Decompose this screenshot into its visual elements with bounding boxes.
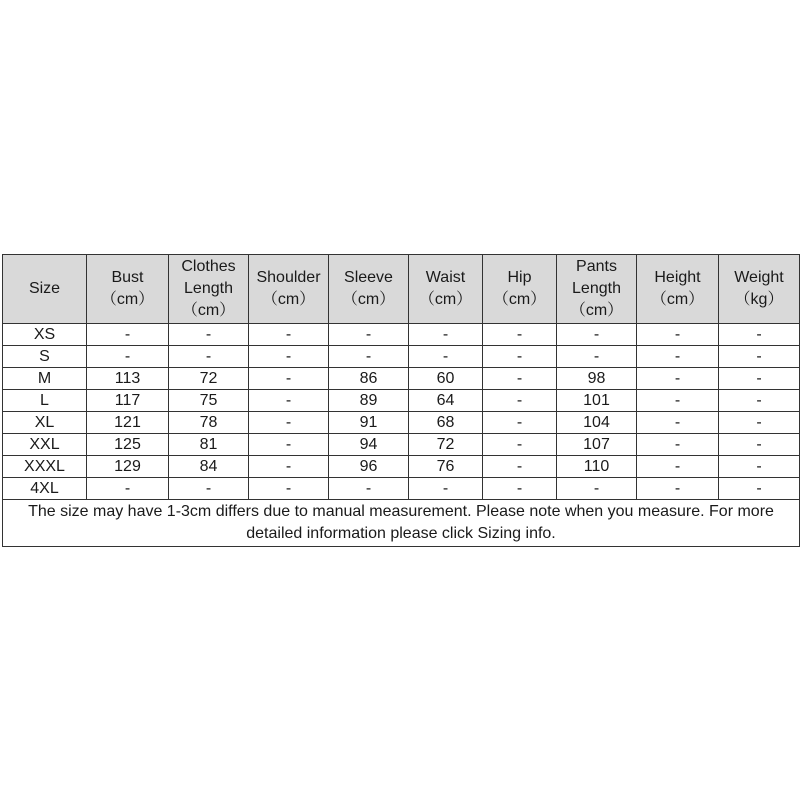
note-row <box>3 500 800 547</box>
height-cell: - <box>637 478 719 500</box>
table-row <box>3 346 800 368</box>
sleeve-cell: 86 <box>329 368 409 390</box>
size-cell: M <box>3 368 87 390</box>
table-row <box>3 434 800 456</box>
table-row <box>3 412 800 434</box>
shoulder-cell: - <box>249 346 329 368</box>
height-cell: - <box>637 368 719 390</box>
sleeve-cell: 94 <box>329 434 409 456</box>
table-row <box>3 390 800 412</box>
bust-cell: - <box>87 478 169 500</box>
size-cell: 4XL <box>3 478 87 500</box>
pants-length-cell: 101 <box>557 390 637 412</box>
height-cell: - <box>637 346 719 368</box>
waist-cell: 72 <box>409 434 483 456</box>
bust-cell: 113 <box>87 368 169 390</box>
pants-length-cell: 104 <box>557 412 637 434</box>
size-cell: XXXL <box>3 456 87 478</box>
hip-cell: - <box>483 478 557 500</box>
shoulder-cell: - <box>249 412 329 434</box>
pants-length-cell: 98 <box>557 368 637 390</box>
bust-cell: 129 <box>87 456 169 478</box>
header-height: Height （cm） <box>637 255 719 324</box>
hip-cell: - <box>483 456 557 478</box>
header-waist: Waist （cm） <box>409 255 483 324</box>
hip-cell: - <box>483 324 557 346</box>
header-clothes-length: Clothes Length （cm） <box>169 255 249 324</box>
pants-length-cell: 110 <box>557 456 637 478</box>
sleeve-cell: 89 <box>329 390 409 412</box>
pants-length-cell: - <box>557 324 637 346</box>
header-shoulder: Shoulder （cm） <box>249 255 329 324</box>
measurement-note: The size may have 1-3cm differs due to manual measurement. Please note when you measure. For more detailed information please click Sizing info. <box>3 500 800 547</box>
sleeve-cell: - <box>329 478 409 500</box>
table-row <box>3 478 800 500</box>
header-weight: Weight （kg） <box>719 255 800 324</box>
size-cell: XL <box>3 412 87 434</box>
hip-cell: - <box>483 390 557 412</box>
shoulder-cell: - <box>249 368 329 390</box>
weight-cell: - <box>719 368 800 390</box>
height-cell: - <box>637 434 719 456</box>
shoulder-cell: - <box>249 324 329 346</box>
clothes-length-cell: - <box>169 346 249 368</box>
header-pants-length: Pants Length （cm） <box>557 255 637 324</box>
waist-cell: - <box>409 478 483 500</box>
waist-cell: 76 <box>409 456 483 478</box>
waist-cell: 68 <box>409 412 483 434</box>
bust-cell: 121 <box>87 412 169 434</box>
bust-cell: - <box>87 346 169 368</box>
hip-cell: - <box>483 412 557 434</box>
weight-cell: - <box>719 390 800 412</box>
size-cell: XXL <box>3 434 87 456</box>
bust-cell: 125 <box>87 434 169 456</box>
size-cell: L <box>3 390 87 412</box>
height-cell: - <box>637 412 719 434</box>
hip-cell: - <box>483 346 557 368</box>
bust-cell: - <box>87 324 169 346</box>
clothes-length-cell: 84 <box>169 456 249 478</box>
shoulder-cell: - <box>249 456 329 478</box>
shoulder-cell: - <box>249 478 329 500</box>
waist-cell: - <box>409 346 483 368</box>
header-sleeve: Sleeve （cm） <box>329 255 409 324</box>
clothes-length-cell: - <box>169 324 249 346</box>
height-cell: - <box>637 456 719 478</box>
pants-length-cell: 107 <box>557 434 637 456</box>
shoulder-cell: - <box>249 390 329 412</box>
clothes-length-cell: 78 <box>169 412 249 434</box>
size-cell: S <box>3 346 87 368</box>
sleeve-cell: - <box>329 324 409 346</box>
waist-cell: 60 <box>409 368 483 390</box>
table-row <box>3 456 800 478</box>
waist-cell: 64 <box>409 390 483 412</box>
clothes-length-cell: - <box>169 478 249 500</box>
weight-cell: - <box>719 324 800 346</box>
header-size: Size <box>3 255 87 324</box>
hip-cell: - <box>483 434 557 456</box>
waist-cell: - <box>409 324 483 346</box>
sleeve-cell: 91 <box>329 412 409 434</box>
table-row <box>3 324 800 346</box>
clothes-length-cell: 72 <box>169 368 249 390</box>
height-cell: - <box>637 390 719 412</box>
weight-cell: - <box>719 478 800 500</box>
shoulder-cell: - <box>249 434 329 456</box>
sleeve-cell: - <box>329 346 409 368</box>
header-bust: Bust （cm） <box>87 255 169 324</box>
weight-cell: - <box>719 412 800 434</box>
pants-length-cell: - <box>557 346 637 368</box>
weight-cell: - <box>719 434 800 456</box>
bust-cell: 117 <box>87 390 169 412</box>
clothes-length-cell: 75 <box>169 390 249 412</box>
size-cell: XS <box>3 324 87 346</box>
hip-cell: - <box>483 368 557 390</box>
pants-length-cell: - <box>557 478 637 500</box>
header-hip: Hip （cm） <box>483 255 557 324</box>
height-cell: - <box>637 324 719 346</box>
weight-cell: - <box>719 456 800 478</box>
weight-cell: - <box>719 346 800 368</box>
clothes-length-cell: 81 <box>169 434 249 456</box>
header-row <box>3 255 800 324</box>
table-row <box>3 368 800 390</box>
sleeve-cell: 96 <box>329 456 409 478</box>
size-chart-table <box>2 254 800 547</box>
